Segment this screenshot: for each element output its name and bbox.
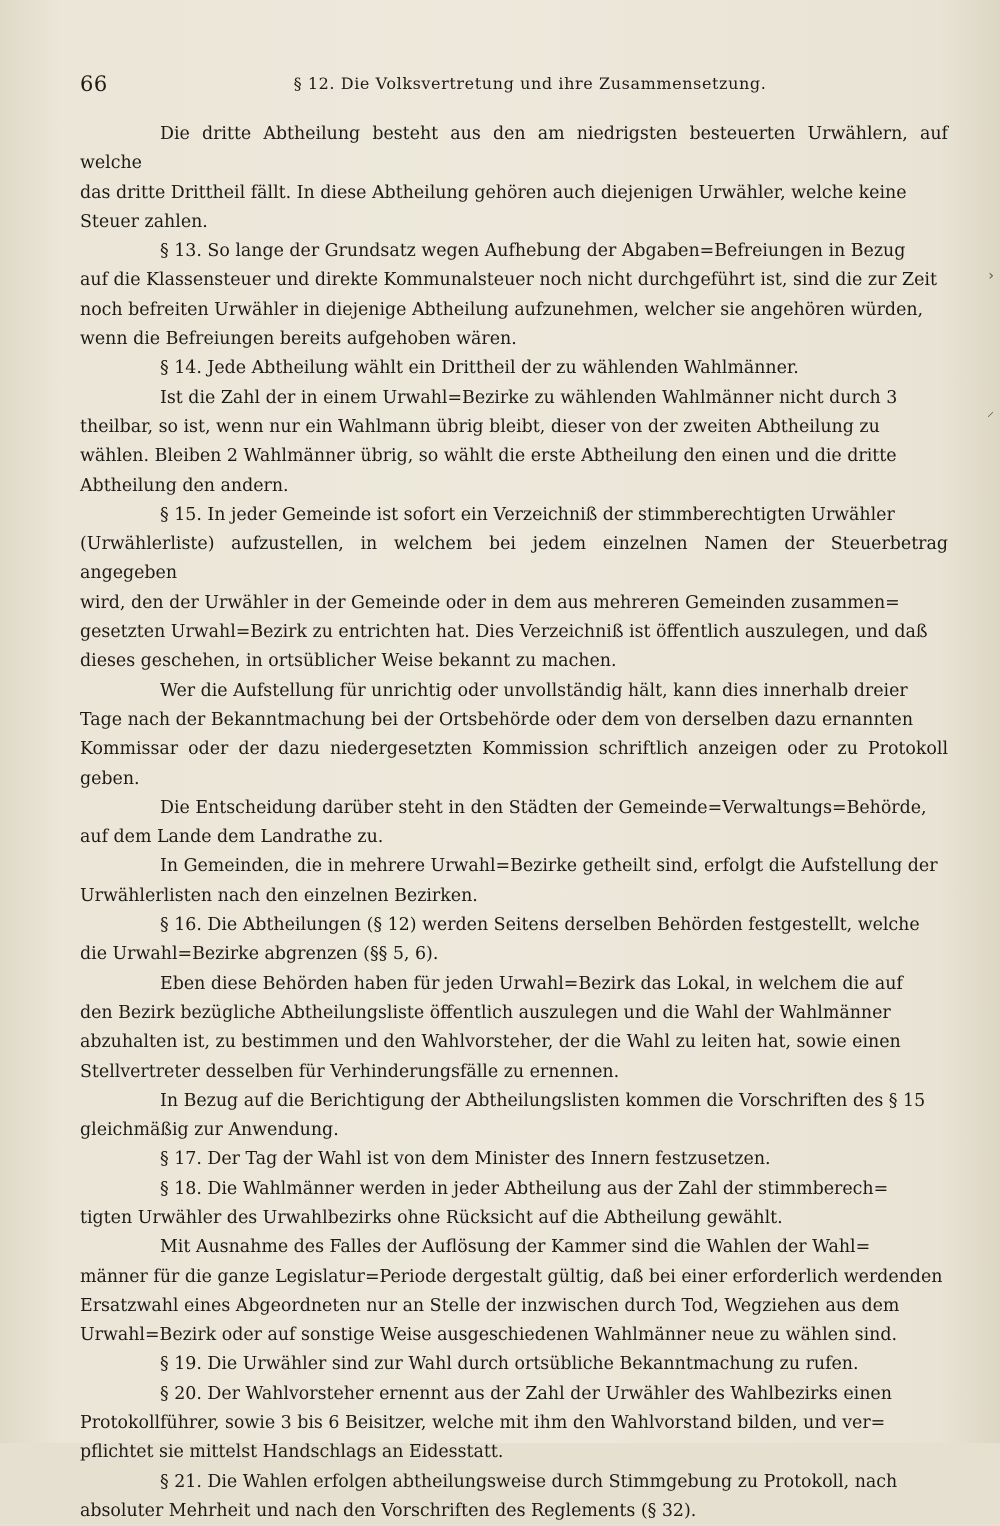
paragraph-section-18: § 18. Die Wahlmänner werden in jeder Abtheilung aus der Zahl der stimmberech= tigten Urwähler des Urwahlbezirks ohne Rücksicht auf die Abtheilung gewählt. — [80, 1178, 889, 1228]
paragraph-section-15-decision: Die Entscheidung darüber steht in den Städten der Gemeinde=Verwaltungs=Behörde, auf dem Lande dem Landrathe zu. — [80, 797, 927, 848]
edge-mark-middle: ⸝ — [987, 404, 994, 420]
running-head: § 12. Die Volksvertretung und ihre Zusammensetzung. — [293, 74, 767, 93]
paragraph-section-18-ausnahme: Mit Ausnahme des Falles der Auflösung der Kammer sind die Wahlen der Wahl= männer für die ganze Legislatur=Periode dergestalt gültig, daß bei einer erforderlich werdenden Ersatzwahl eines Abgeordneten nur an Stelle der inzwischen durch Tod, Wegziehen aus dem Urwahl=Bezirk oder auf sonstige Weise ausgeschiedenen Wahlmänner neue zu wählen sind. — [80, 1237, 943, 1346]
paragraph-section-17: § 17. Der Tag der Wahl ist von dem Minister des Innern festzusetzen. — [160, 1149, 771, 1170]
edge-mark-top: › — [988, 268, 994, 284]
paragraph-section-16-berichtigung: In Bezug auf die Berichtigung der Abtheilungslisten kommen die Vorschriften des § 15 gleichmäßig zur Anwendung. — [80, 1090, 926, 1141]
page-header — [80, 72, 940, 106]
paragraph-section-19: § 19. Die Urwähler sind zur Wahl durch ortsübliche Bekanntmachung zu rufen. — [160, 1354, 859, 1375]
paragraph-section-15: § 15. In jeder Gemeinde ist sofort ein Verzeichniß der stimmberechtigten Urwähler (Urwählerliste) aufzustellen, in welchem bei jedem einzelnen Namen der Steuerbetrag angegeben wird, den der Urwähler in der Gemeinde oder in dem aus mehreren Gemeinden zusammen= gesetzten Urwahl=Bezirk zu entrichten hat. Dies Verzeichniß ist öffentlich auszulegen, und daß dieses geschehen, in ortsüblicher Weise bekannt zu machen. — [80, 504, 948, 672]
paragraph-section-16: § 16. Die Abtheilungen (§ 12) werden Seitens derselben Behörden festgestellt, welche die Urwahl=Bezirke abgrenzen (§§ 5, 6). — [80, 915, 920, 965]
paragraph-section-21: § 21. Die Wahlen erfolgen abtheilungsweise durch Stimmgebung zu Protokoll, nach absoluter Mehrheit und nach den Vorschriften des Reglements (§ 32). — [80, 1471, 898, 1521]
paragraph-dritte-abtheilung: Die dritte Abtheilung besteht aus den am niedrigsten besteuerten Urwählern, auf welche das dritte Drittheil fällt. In diese Abtheilung gehören auch diejenigen Urwähler, welche keine Steuer zahlen. — [80, 124, 948, 232]
paragraph-section-16-lokal: Eben diese Behörden haben für jeden Urwahl=Bezirk das Lokal, in welchem die auf den Bezirk bezügliche Abtheilungsliste öffentlich auszulegen und die Wahl der Wahlmänner abzuhalten ist, zu bestimmen und den Wahlvorsteher, der die Wahl zu leiten hat, sowie einen Stellvertreter desselben für Verhinderungsfälle zu ernennen. — [80, 973, 903, 1082]
paragraph-section-13: § 13. So lange der Grundsatz wegen Aufhebung der Abgaben=Befreiungen in Bezug auf die Klassensteuer und direkte Kommunalsteuer noch nicht durchgeführt ist, sind die zur Zeit noch befreiten Urwähler in diejenige Abtheilung aufzunehmen, welcher sie angehören würden, wenn die Befreiungen bereits aufgehoben wären. — [80, 241, 937, 350]
body-text — [80, 120, 948, 1526]
page-number: 66 — [80, 72, 108, 96]
paragraph-section-14: § 14. Jede Abtheilung wählt ein Drittheil der zu wählenden Wahlmänner. — [160, 358, 799, 379]
paragraph-section-15-districts: In Gemeinden, die in mehrere Urwahl=Bezirke getheilt sind, erfolgt die Aufstellung der Urwählerlisten nach den einzelnen Bezirken. — [80, 856, 938, 906]
paragraph-section-14-cont: Ist die Zahl der in einem Urwahl=Bezirke zu wählenden Wahlmänner nicht durch 3 theilbar, so ist, wenn nur ein Wahlmann übrig bleibt, dieser von der zweiten Abtheilung zu wählen. Bleiben 2 Wahlmänner übrig, so wählt die erste Abtheilung den einen und die dritte Abtheilung den andern. — [80, 387, 898, 496]
paragraph-section-15-objection: Wer die Aufstellung für unrichtig oder unvollständig hält, kann dies innerhalb dreier Tage nach der Bekanntmachung bei der Ortsbehörde oder dem von derselben dazu ernannten Kommissar oder der dazu niedergesetzten Kommission schriftlich anzeigen oder zu Protokoll geben. — [80, 680, 948, 789]
paragraph-section-20: § 20. Der Wahlvorsteher ernennt aus der Zahl der Urwähler des Wahlbezirks einen Protokollführer, sowie 3 bis 6 Beisitzer, welche mit ihm den Wahlvorstand bilden, und ver= pflichtet sie mittelst Handschlags an Eidesstatt. — [80, 1383, 892, 1463]
